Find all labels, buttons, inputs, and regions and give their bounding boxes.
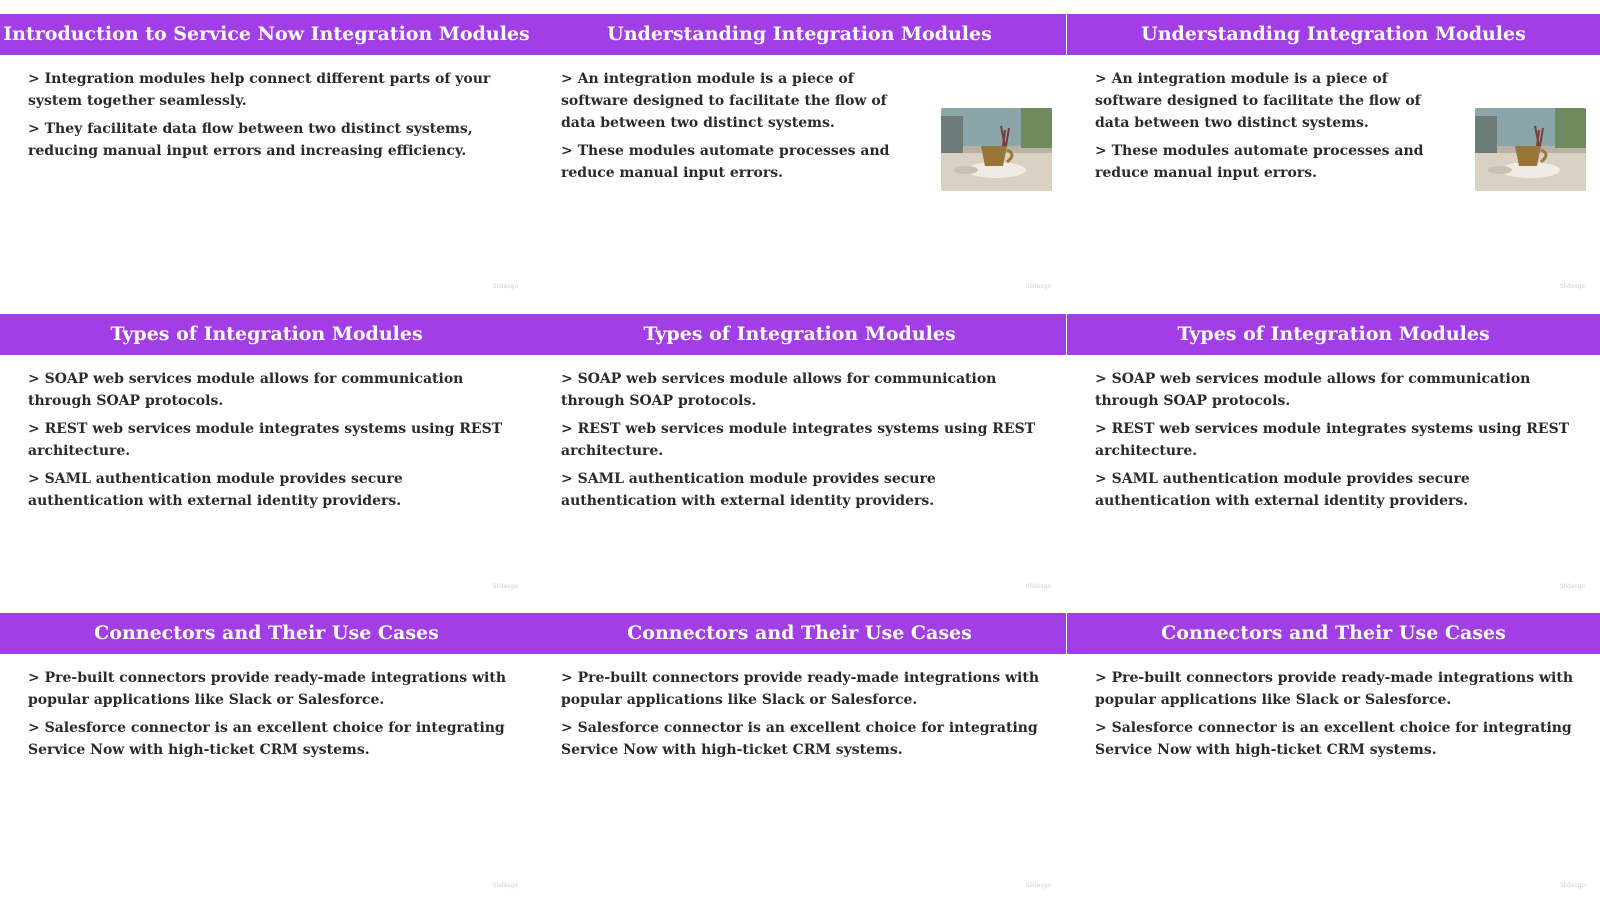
bullet-item: > These modules automate processes and reduce manual input errors. <box>1095 143 1424 181</box>
watermark-text: Slidesgo <box>492 583 518 590</box>
slide-1[interactable] <box>0 0 533 300</box>
watermark-text: Slidesgo <box>1025 283 1051 290</box>
slide-title: Connectors and Their Use Cases <box>1067 613 1600 654</box>
watermark-text: Slidesgo <box>492 283 518 290</box>
slide-bullets <box>561 368 1039 518</box>
watermark-text: Slidesgo <box>1559 283 1585 290</box>
bullet-item: > Salesforce connector is an excellent choice for integrating Service Now with high-ticket CRM systems. <box>561 720 1038 758</box>
bullet-item: > Salesforce connector is an excellent choice for integrating Service Now with high-ticket CRM systems. <box>28 720 505 758</box>
watermark-text: Slidesgo <box>1559 583 1585 590</box>
tea-cup-table-photo-icon <box>1475 108 1586 191</box>
bullet-item: > REST web services module integrates systems using REST architecture. <box>1095 421 1570 459</box>
tea-cup-table-photo-icon <box>941 108 1052 191</box>
slide-2[interactable] <box>533 0 1066 300</box>
slide-8[interactable] <box>533 599 1066 899</box>
slide-bullets <box>561 68 896 190</box>
watermark-text: Slidesgo <box>492 882 518 889</box>
slide-bullets <box>28 68 506 168</box>
bullet-item: > Pre-built connectors provide ready-made integrations with popular applications like Slack or Salesforce. <box>28 670 507 708</box>
slide-title: Understanding Integration Modules <box>533 14 1066 55</box>
bullet-item: > SAML authentication module provides secure authentication with external identity providers. <box>28 471 403 509</box>
slide-title: Types of Integration Modules <box>533 314 1066 355</box>
slide-title: Types of Integration Modules <box>0 314 533 355</box>
bullet-item: > An integration module is a piece of software designed to facilitate the flow of data between two distinct systems. <box>561 71 887 131</box>
slide-6[interactable] <box>1067 300 1600 600</box>
bullet-item: > SOAP web services module allows for communication through SOAP protocols. <box>561 371 997 409</box>
slide-title: Connectors and Their Use Cases <box>0 613 533 654</box>
watermark-text: Slidesgo <box>1025 583 1051 590</box>
bullet-item: > REST web services module integrates systems using REST architecture. <box>561 421 1036 459</box>
slide-bullets <box>1095 368 1573 518</box>
slide-9[interactable] <box>1067 599 1600 899</box>
slide-title: Understanding Integration Modules <box>1067 14 1600 55</box>
watermark-text: Slidesgo <box>1025 882 1051 889</box>
watermark-text: Slidesgo <box>1559 882 1585 889</box>
bullet-item: > REST web services module integrates systems using REST architecture. <box>28 421 503 459</box>
bullet-item: > Salesforce connector is an excellent choice for integrating Service Now with high-ticket CRM systems. <box>1095 720 1572 758</box>
slide-title: Introduction to Service Now Integration Modules <box>0 14 533 55</box>
bullet-item: > These modules automate processes and reduce manual input errors. <box>561 143 890 181</box>
slide-4[interactable] <box>0 300 533 600</box>
slide-bullets <box>1095 68 1430 190</box>
bullet-item: > Pre-built connectors provide ready-made integrations with popular applications like Slack or Salesforce. <box>1095 670 1574 708</box>
slide-title: Connectors and Their Use Cases <box>533 613 1066 654</box>
bullet-item: > SOAP web services module allows for communication through SOAP protocols. <box>1095 371 1531 409</box>
bullet-item: > Integration modules help connect different parts of your system together seamlessly. <box>28 71 491 109</box>
bullet-item: > An integration module is a piece of software designed to facilitate the flow of data between two distinct systems. <box>1095 71 1421 131</box>
slide-3[interactable] <box>1067 0 1600 300</box>
slide-bullets <box>561 667 1039 767</box>
slide-bullets <box>1095 667 1573 767</box>
bullet-item: > Pre-built connectors provide ready-made integrations with popular applications like Slack or Salesforce. <box>561 670 1040 708</box>
bullet-item: > SOAP web services module allows for communication through SOAP protocols. <box>28 371 464 409</box>
slide-title: Types of Integration Modules <box>1067 314 1600 355</box>
bullet-item: > SAML authentication module provides secure authentication with external identity providers. <box>1095 471 1470 509</box>
slide-7[interactable] <box>0 599 533 899</box>
bullet-item: > They facilitate data flow between two distinct systems, reducing manual input errors and increasing efficiency. <box>28 121 473 159</box>
slide-bullets <box>28 667 506 767</box>
bullet-item: > SAML authentication module provides secure authentication with external identity providers. <box>561 471 936 509</box>
slide-bullets <box>28 368 506 518</box>
slide-5[interactable] <box>533 300 1066 600</box>
